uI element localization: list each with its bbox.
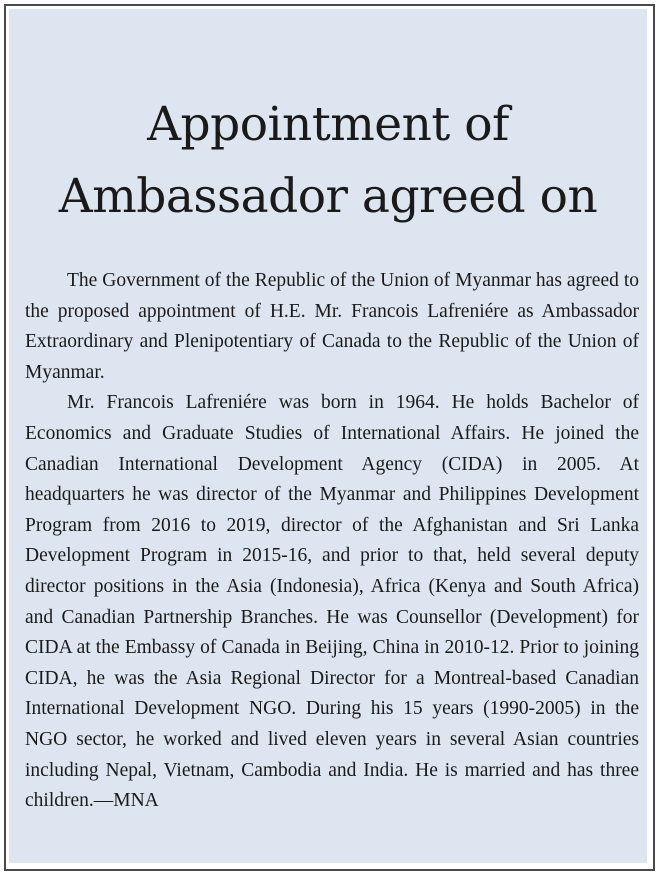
headline-line-2: Ambassador agreed on	[58, 169, 598, 224]
headline-line-1: Appointment of	[147, 97, 509, 152]
article-headline	[9, 89, 647, 233]
article-frame	[4, 4, 655, 871]
article-panel	[9, 9, 647, 863]
article-paragraph-1: The Government of the Republic of the Union of Myanmar has agreed to the proposed appointment of H.E. Mr. Francois Lafreniére as Ambassador Extraordinary and Plenipotentiary of Canada to the Republic of the Union of Myanmar.	[25, 270, 639, 383]
article-body	[25, 266, 639, 817]
article-paragraph-2: Mr. Francois Lafreniére was born in 1964. He holds Bachelor of Economics and Graduate Studies of International Affairs. He joined the Canadian International Development Agency (CIDA) in 2005. At headquarters he was director of the Myanmar and Philippines Development Program from 2016 to 2019, director of the Afghanistan and Sri Lanka Development Program in 2015-16, and prior to that, held several deputy director positions in the Asia (Indonesia), Africa (Kenya and South Africa) and Canadian Partnership Branches. He was Counsellor (Development) for CIDA at the Embassy of Canada in Beijing, China in 2010-12. Prior to joining CIDA, he was the Asia Regional Director for a Montreal-based Canadian International Development NGO. During his 15 years (1990-2005) in the NGO sector, he worked and lived eleven years in several Asian countries including Nepal, Vietnam, Cambodia and India. He is married and has three children.—MNA	[25, 392, 639, 812]
